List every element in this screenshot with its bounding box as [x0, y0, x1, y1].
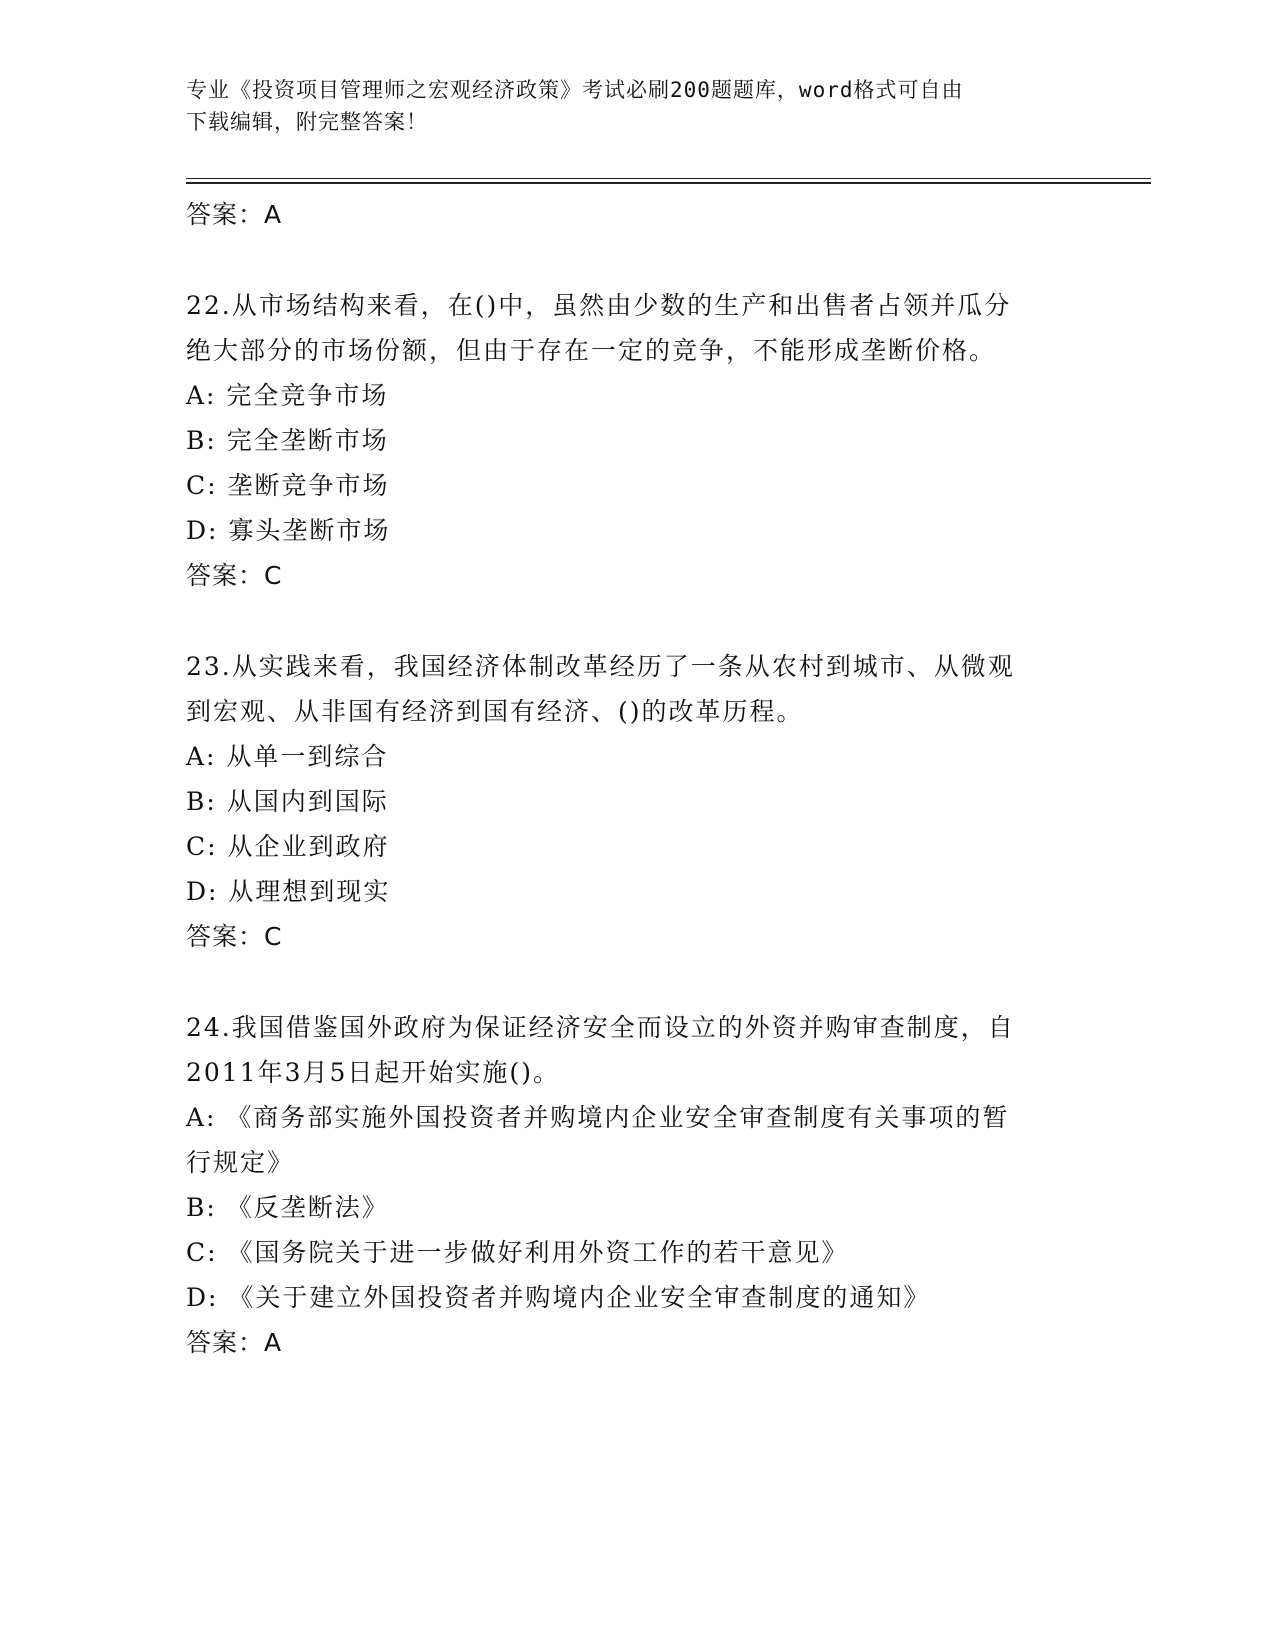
question-stem-line: 22.从市场结构来看，在()中，虽然由少数的生产和出售者占领并瓜分: [186, 291, 1012, 320]
option-a-continued: 行规定》: [186, 1148, 295, 1177]
option-a: A: 完全竞争市场: [186, 381, 389, 410]
answer-22: 答案：C: [186, 561, 283, 590]
header-line-2: 下载编辑，附完整答案！: [186, 110, 428, 134]
spacer: [186, 959, 1086, 1005]
option-c: C: 《国务院关于进一步做好利用外资工作的若干意见》: [186, 1238, 849, 1267]
option-d: D: 寡头垄断市场: [186, 516, 391, 545]
option-a: A: 《商务部实施外国投资者并购境内企业安全审查制度有关事项的暂: [186, 1103, 1010, 1132]
question-stem-line: 绝大部分的市场份额，但由于存在一定的竞争，不能形成垄断价格。: [186, 336, 997, 365]
spacer: [186, 598, 1086, 644]
answer-previous: 答案：A: [186, 200, 283, 229]
option-c: C: 从企业到政府: [186, 832, 390, 861]
document-header: [186, 74, 1066, 138]
option-b: B: 《反垄断法》: [186, 1193, 389, 1222]
option-d: D: 从理想到现实: [186, 877, 391, 906]
option-b: B: 完全垄断市场: [186, 426, 389, 455]
header-divider-thin: [186, 178, 1151, 179]
spacer: [186, 237, 1086, 283]
answer-23: 答案：C: [186, 922, 283, 951]
question-23: [186, 644, 1086, 959]
question-stem-line: 23.从实践来看，我国经济体制改革经历了一条从农村到城市、从微观: [186, 652, 1015, 681]
header-divider-thick: [186, 182, 1151, 184]
question-stem-line: 24.我国借鉴国外政府为保证经济安全而设立的外资并购审查制度，自: [186, 1013, 1015, 1042]
question-stem-line: 2011年3月5日起开始实施()。: [186, 1058, 560, 1087]
header-line-1: 专业《投资项目管理师之宏观经济政策》考试必刷200题题库，word格式可自由: [186, 78, 964, 102]
question-list: [186, 192, 1086, 1365]
question-22: [186, 283, 1086, 598]
question-24: [186, 1005, 1086, 1365]
answer-24: 答案：A: [186, 1328, 283, 1357]
option-b: B: 从国内到国际: [186, 787, 389, 816]
question-stem-line: 到宏观、从非国有经济到国有经济、()的改革历程。: [186, 697, 804, 726]
option-a: A: 从单一到综合: [186, 742, 389, 771]
option-c: C: 垄断竞争市场: [186, 471, 390, 500]
option-d: D: 《关于建立外国投资者并购境内企业安全审查制度的通知》: [186, 1283, 931, 1312]
